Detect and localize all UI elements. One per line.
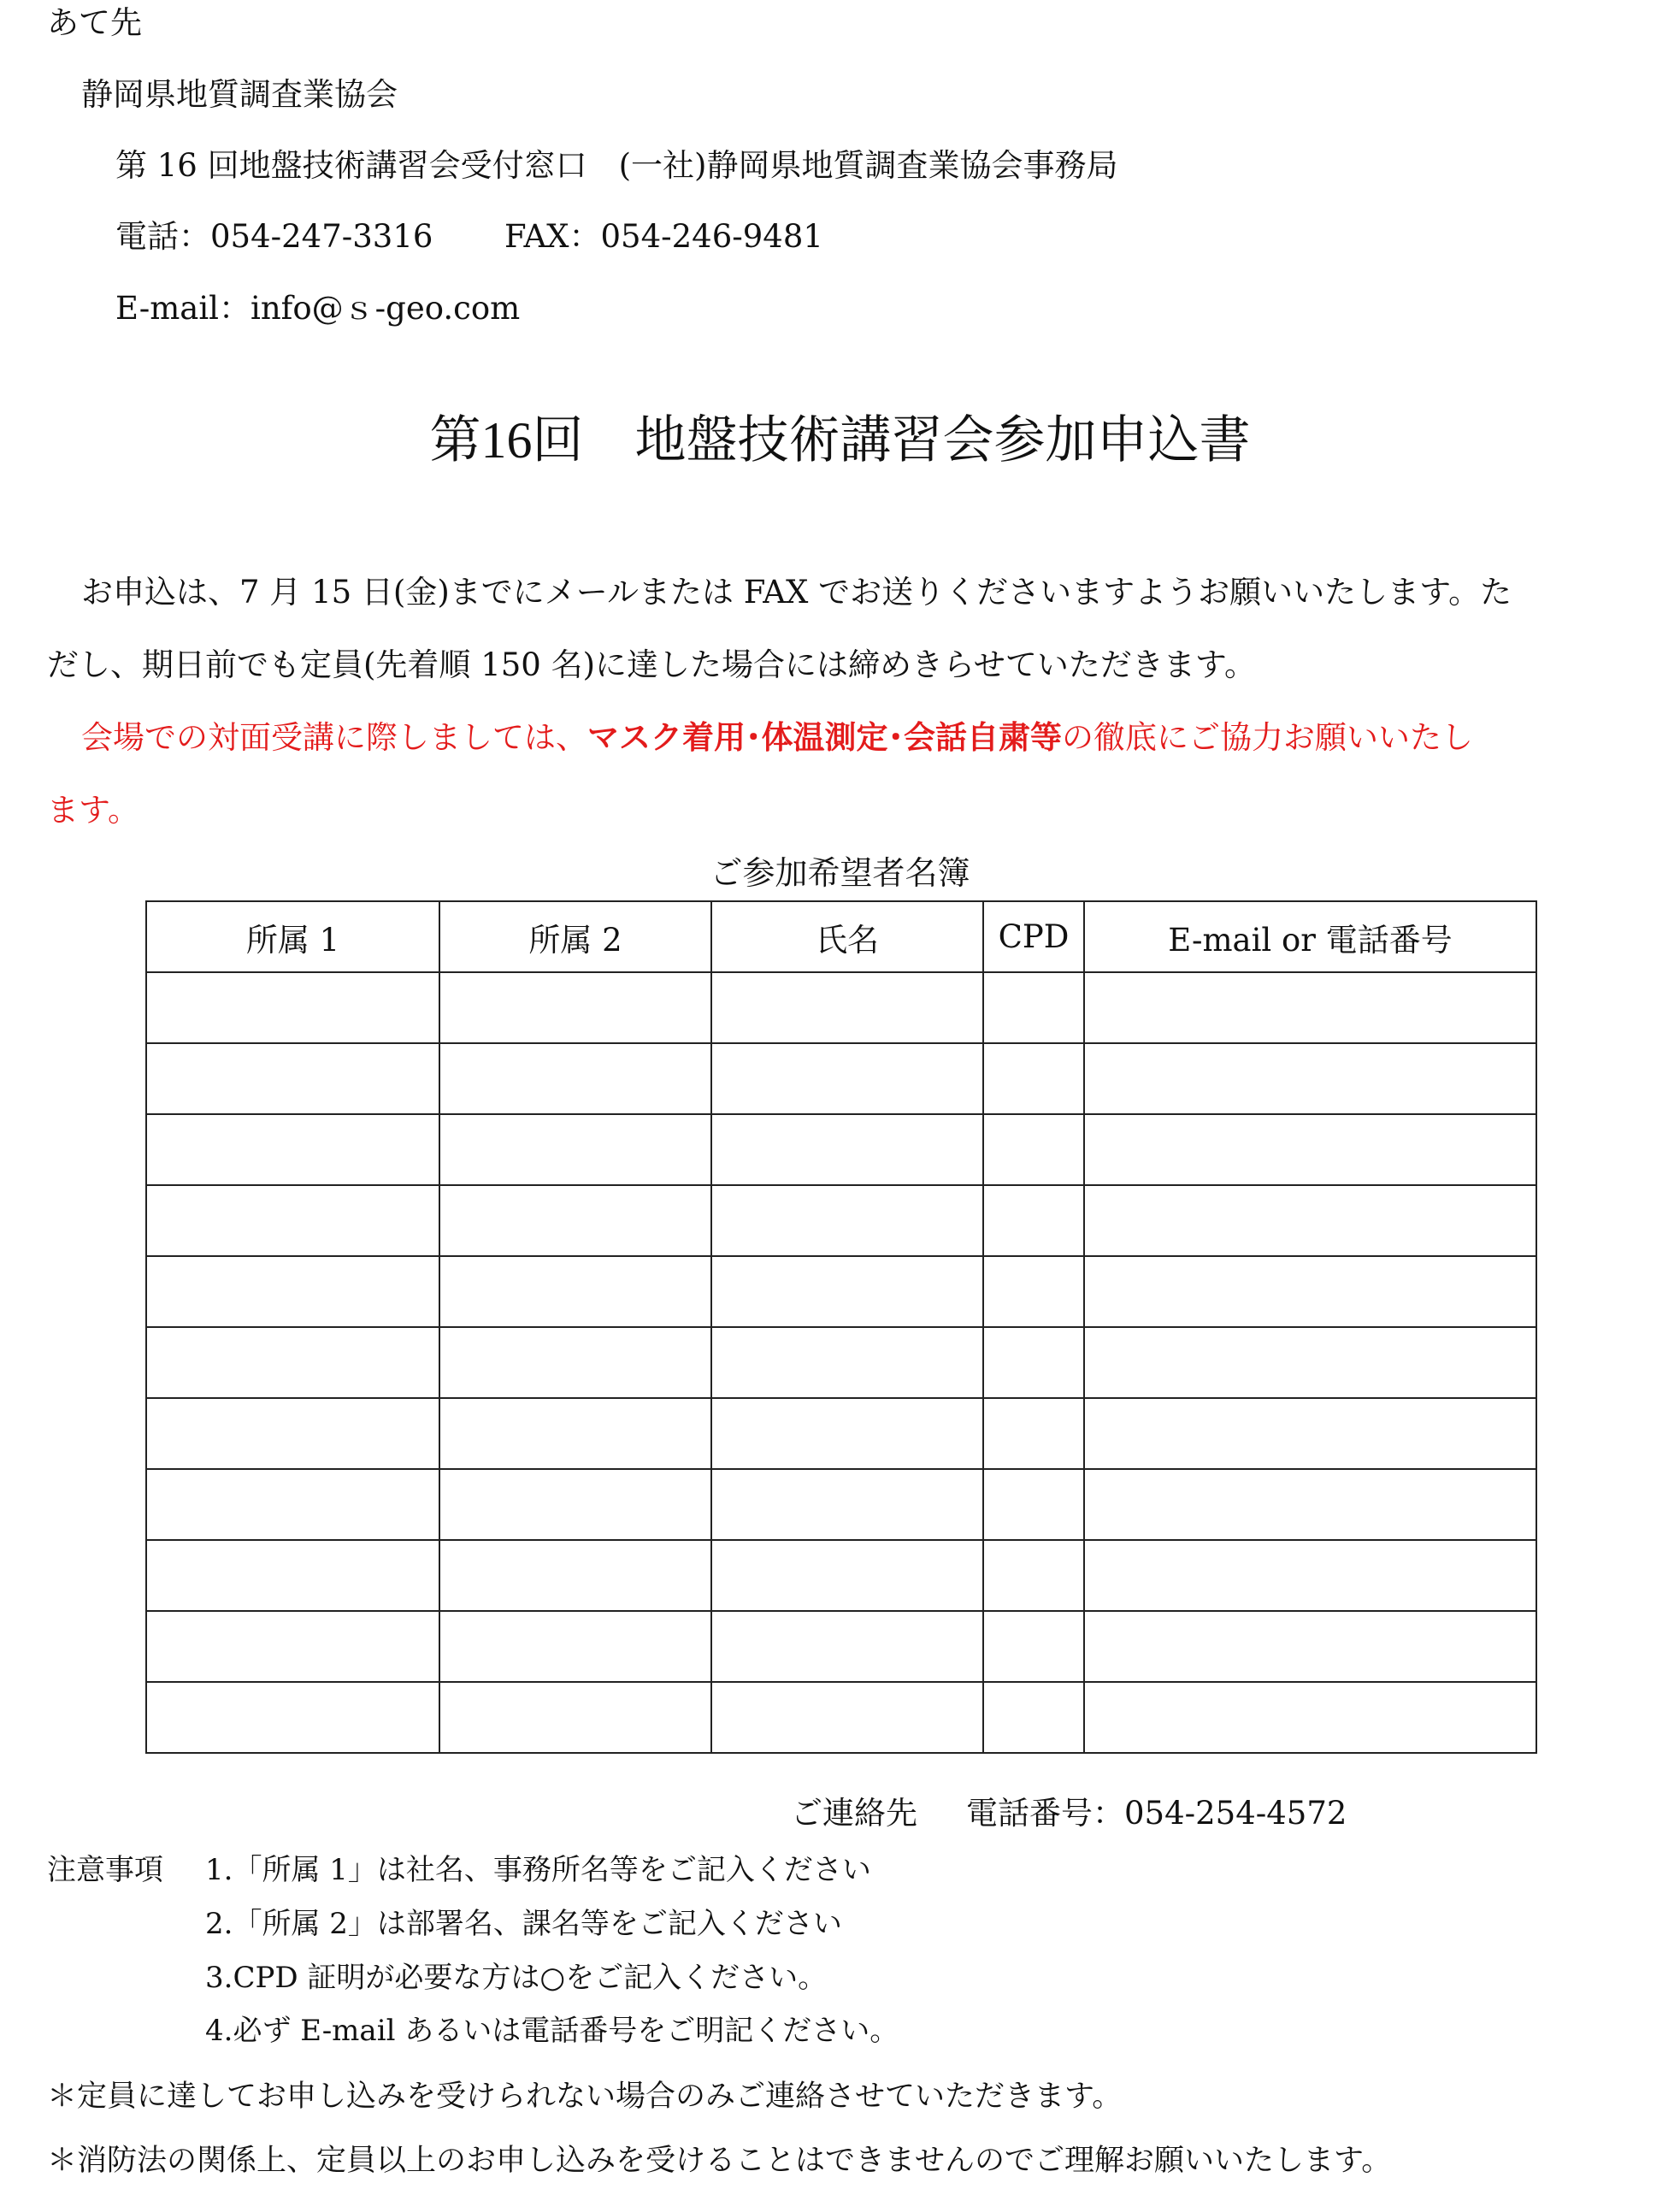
affiliation-2-cell[interactable]	[439, 1043, 711, 1114]
cpd-cell[interactable]	[983, 1256, 1084, 1327]
table-row	[146, 1327, 1536, 1398]
name-cell[interactable]	[711, 1540, 983, 1611]
affiliation-1-cell[interactable]	[146, 1043, 439, 1114]
contact-phone: 電話番号：054-254-4572	[966, 1795, 1347, 1832]
affiliation-2-cell[interactable]	[439, 1469, 711, 1540]
notice-emphasis: マスク着用･体温測定･会話自粛等	[587, 718, 1062, 756]
address-email: E-mail：info@ｓ-geo.com	[115, 290, 521, 327]
table-row	[146, 1469, 1536, 1540]
affiliation-1-cell[interactable]	[146, 1327, 439, 1398]
table-row	[146, 1398, 1536, 1469]
cpd-cell[interactable]	[983, 1682, 1084, 1753]
cpd-cell[interactable]	[983, 1398, 1084, 1469]
name-cell[interactable]	[711, 1682, 983, 1753]
affiliation-2-cell[interactable]	[439, 1327, 711, 1398]
column-header-contact: E-mail or 電話番号	[1084, 901, 1536, 972]
contact-cell[interactable]	[1084, 1185, 1536, 1256]
address-tel: 電話：054-247-3316	[115, 218, 433, 255]
name-cell[interactable]	[711, 1256, 983, 1327]
contact-cell[interactable]	[1084, 1398, 1536, 1469]
column-header-affiliation-1: 所属 1	[146, 901, 439, 972]
affiliation-2-cell[interactable]	[439, 1256, 711, 1327]
title-number: 16	[480, 412, 533, 469]
affiliation-2-cell[interactable]	[439, 1540, 711, 1611]
cpd-cell[interactable]	[983, 1185, 1084, 1256]
contact-cell[interactable]	[1084, 1611, 1536, 1682]
cpd-cell[interactable]	[983, 972, 1084, 1043]
affiliation-1-cell[interactable]	[146, 972, 439, 1043]
contact-cell[interactable]	[1084, 1327, 1536, 1398]
title-prefix: 第	[429, 410, 481, 470]
contact-cell[interactable]	[1084, 1682, 1536, 1753]
name-cell[interactable]	[711, 1611, 983, 1682]
name-cell[interactable]	[711, 1043, 983, 1114]
affiliation-1-cell[interactable]	[146, 1540, 439, 1611]
cpd-cell[interactable]	[983, 1327, 1084, 1398]
table-row	[146, 1114, 1536, 1185]
contact-cell[interactable]	[1084, 1114, 1536, 1185]
footnote: ＊定員に達してお申し込みを受けられない場合のみご連絡させていただきます。	[47, 2080, 1123, 2114]
column-header-cpd: CPD	[983, 901, 1084, 972]
title-suffix: 回 地盤技術講習会参加申込書	[532, 410, 1251, 470]
name-cell[interactable]	[711, 1327, 983, 1398]
affiliation-1-cell[interactable]	[146, 1114, 439, 1185]
table-row	[146, 1043, 1536, 1114]
address-org: 静岡県地質調査業協会	[81, 76, 398, 113]
page-title	[0, 410, 1680, 470]
column-header-name: 氏名	[711, 901, 983, 972]
table-row	[146, 1185, 1536, 1256]
affiliation-1-cell[interactable]	[146, 1185, 439, 1256]
table-row	[146, 1256, 1536, 1327]
affiliation-2-cell[interactable]	[439, 1114, 711, 1185]
table-row	[146, 972, 1536, 1043]
intro-line-1: お申込は、7 月 15 日(金)までにメールまたは FAX でお送りくださいますようお願いいたします。た	[81, 574, 1512, 611]
column-header-affiliation-2: 所属 2	[439, 901, 711, 972]
notice-after: の徹底にご協力お願いいたし	[1062, 719, 1473, 756]
name-cell[interactable]	[711, 1114, 983, 1185]
affiliation-1-cell[interactable]	[146, 1469, 439, 1540]
affiliation-2-cell[interactable]	[439, 1611, 711, 1682]
roster-caption: ご参加希望者名簿	[710, 854, 970, 892]
affiliation-1-cell[interactable]	[146, 1398, 439, 1469]
notice-before: 会場での対面受講に際しましては、	[81, 719, 587, 756]
note-item: 1.「所属 1」は社名、事務所名等をご記入ください	[205, 1853, 871, 1887]
roster-table	[145, 900, 1537, 1754]
contact-cell[interactable]	[1084, 1469, 1536, 1540]
contact-label: ご連絡先	[791, 1795, 917, 1832]
affiliation-2-cell[interactable]	[439, 1398, 711, 1469]
roster-body	[146, 972, 1536, 1753]
roster-header-row	[146, 901, 1536, 972]
note-item: 2.「所属 2」は部署名、課名等をご記入ください	[205, 1907, 842, 1941]
cpd-cell[interactable]	[983, 1043, 1084, 1114]
cpd-cell[interactable]	[983, 1114, 1084, 1185]
intro-paragraph	[47, 556, 1646, 701]
notice-line-2: ます。	[47, 792, 140, 829]
note-item: 4.必ず E-mail あるいは電話番号をご明記ください。	[205, 2014, 899, 2048]
cpd-cell[interactable]	[983, 1469, 1084, 1540]
affiliation-2-cell[interactable]	[439, 972, 711, 1043]
notice-paragraph	[47, 701, 1646, 847]
name-cell[interactable]	[711, 972, 983, 1043]
cpd-cell[interactable]	[983, 1611, 1084, 1682]
affiliation-1-cell[interactable]	[146, 1682, 439, 1753]
contact-cell[interactable]	[1084, 1540, 1536, 1611]
name-cell[interactable]	[711, 1185, 983, 1256]
contact-cell[interactable]	[1084, 972, 1536, 1043]
intro-line-2: だし、期日前でも定員(先着順 150 名)に達した場合には締めきらせていただきます。	[47, 646, 1256, 683]
table-row	[146, 1611, 1536, 1682]
notes-label: 注意事項	[47, 1853, 163, 1887]
affiliation-2-cell[interactable]	[439, 1682, 711, 1753]
address-fax: FAX：054-246-9481	[504, 218, 823, 255]
footnote: ＊消防法の関係上、定員以上のお申し込みを受けることはできませんのでご理解お願いいたします。	[47, 2144, 1392, 2178]
note-item: 3.CPD 証明が必要な方は○をご記入ください。	[205, 1961, 828, 1995]
table-row	[146, 1540, 1536, 1611]
contact-cell[interactable]	[1084, 1256, 1536, 1327]
address-office: 第 16 回地盤技術講習会受付窓口 (一社)静岡県地質調査業協会事務局	[115, 147, 1118, 184]
affiliation-1-cell[interactable]	[146, 1256, 439, 1327]
affiliation-2-cell[interactable]	[439, 1185, 711, 1256]
address-heading: あて先	[47, 4, 142, 41]
name-cell[interactable]	[711, 1469, 983, 1540]
affiliation-1-cell[interactable]	[146, 1611, 439, 1682]
cpd-cell[interactable]	[983, 1540, 1084, 1611]
name-cell[interactable]	[711, 1398, 983, 1469]
contact-cell[interactable]	[1084, 1043, 1536, 1114]
table-row	[146, 1682, 1536, 1753]
